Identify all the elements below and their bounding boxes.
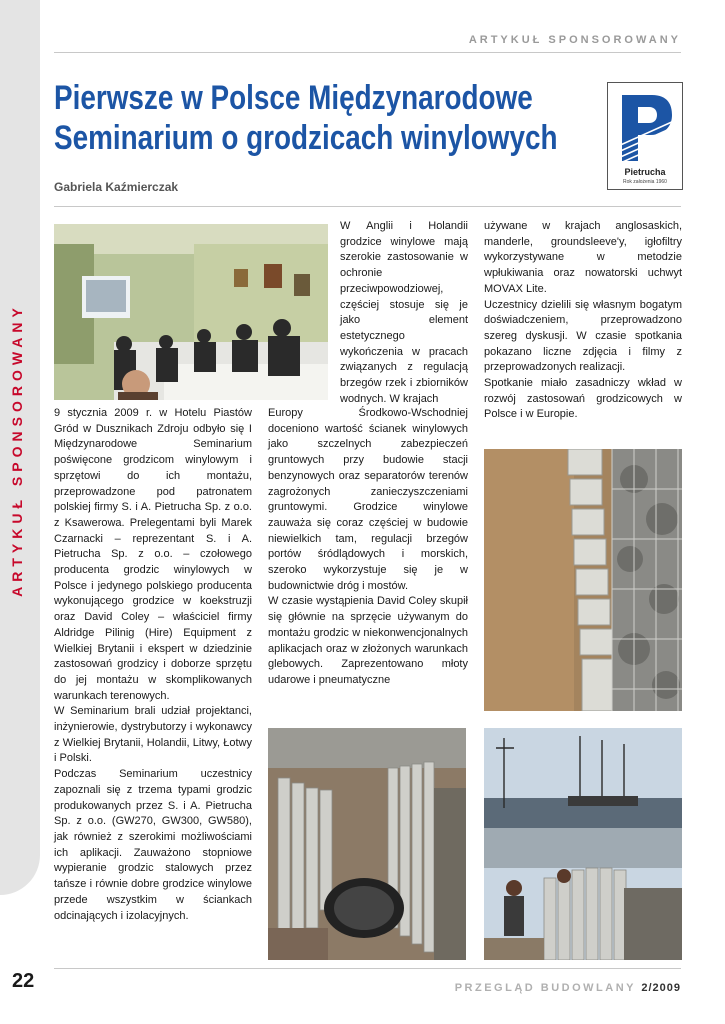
paragraph: W czasie wystąpienia David Coley skupił się głównie na sprzęcie używanym do montażu grodzic w niekonwencjonalnych aplikacjach oraz w złożonych warunkach glebowych. Zaprezentowano młoty udarowe i pneumatyczne <box>268 595 468 686</box>
author-name: Gabriela Kaźmierczak <box>54 180 179 194</box>
paragraph: W Anglii i Holandii grodzice winylowe mają szerokie zastosowanie w ochronie przeciwpowodziowej, częściej stosuje się je jako element estetycznego wykończenia w pracach związanych z regulacją brzegów rzek i zbiorników wodnych. W krajach <box>340 220 468 405</box>
article-title <box>54 78 558 158</box>
page-number: 22 <box>12 970 35 992</box>
article-column-2-top <box>340 219 468 407</box>
side-section-label: ARTYKUŁ SPONSOROWANY <box>9 303 25 597</box>
section-label: ARTYKUŁ SPONSOROWANY <box>468 34 681 46</box>
paragraph: Uczestnicy dzielili się własnym bogatym doświadczeniem, przeprowadzono szereg dyskusji. W czasie spotkania pokazano liczne zdjęcia i filmy z przeprowadzonych realizacji. <box>484 298 682 374</box>
sheet-pile-gabion-photo <box>484 449 682 711</box>
journal-issue: 2/2009 <box>641 982 681 994</box>
article-column-2-bottom <box>268 406 468 689</box>
paragraph: Europy Środkowo-Wschodniej doceniono wartość ścianek winylowych jako szczelnych zabezpieczeń gruntowych przy budowie stacji benzynowych oraz separatorów terenów zagrożonych zanieczyszczeniami gruntowymi. Grodzice winylowe zauważa się coraz częściej w budowie niewielkich tam, regulacji brzegów portów śródlądowych i morskich, szeroko wykorzystuje się je w budownictwie dróg i mostów. <box>268 407 468 592</box>
port-installation-photo <box>484 728 682 960</box>
paragraph: Podczas Seminarium uczestnicy zapoznali się z trzema typami grodzic produkowanych przez S. i A. Pietrucha Sp. z o.o. (GW270, GW300, GW580), jak również z szerokimi możliwościami ich aplikacji. Zauważono stopniowe wypieranie grodzic stalowych przez tańsze i równie dobre grodzice winylowe przede wszystkim w ściankach odcinających i izolacyjnych. <box>54 768 252 922</box>
journal-name: PRZEGLĄD BUDOWLANY <box>454 982 636 994</box>
trench-pipe-photo <box>268 728 466 960</box>
author-divider <box>54 206 681 207</box>
top-divider <box>54 52 681 53</box>
paragraph: używane w krajach anglosaskich, manderle, groundsleeve'y, igłofiltry wykorzystywane w metodzie wpłukiwania oraz nowatorski uchwyt MOVAX Lite. <box>484 220 682 295</box>
journal-footer <box>455 982 681 994</box>
logo-name: Pietrucha <box>624 167 666 177</box>
bottom-divider <box>54 968 681 969</box>
pietrucha-logo <box>607 82 683 190</box>
title-line-1: Pierwsze w Polsce Międzynarodowe <box>54 79 533 117</box>
paragraph: W Seminarium brali udział projektanci, inżynierowie, dystrybutorzy i wykonawcy z Wielkiej Brytanii, Holandii, Litwy, Łotwy i Polski. <box>54 705 252 765</box>
paragraph: Spotkanie miało zasadniczy wkład w rozwój zastosowań grodzicowych w Polsce i w Europie. <box>484 377 682 421</box>
article-column-3 <box>484 219 682 423</box>
paragraph: 9 stycznia 2009 r. w Hotelu Piastów Gród w Dusznikach Zdroju odbyło się I Międzynarodowe Seminarium poświęcone grodzicom winylowym i sprzętowi do ich montażu, przeprowadzone pod patronatem polskiej firmy S. i A. Pietrucha Sp. z o.o. z Ksawerowa. Prelegentami byli Marek Czarnacki – reprezentant S. i A. Pietrucha Sp. z o.o. – czołowego producenta grodzic winylowych w Polsce i jedynego polskiego producenta wykonującego grodzice w koekstruzji oraz David Coley – właściciel firmy Aldridge Pilinig (Hire) Equipment z Wielkiej Brytanii i ekspert w dziedzinie zastosowań grodzicy i doborze sprzętu do jej montażu w skomplikowanych warunkach terenowych. <box>54 407 252 702</box>
seminar-photo <box>54 224 328 400</box>
logo-p-icon <box>616 91 674 165</box>
article-column-1 <box>54 406 252 924</box>
title-line-2: Seminarium o grodzicach winylowych <box>54 119 558 157</box>
logo-tagline: Rok założenia 1960 <box>623 179 667 185</box>
